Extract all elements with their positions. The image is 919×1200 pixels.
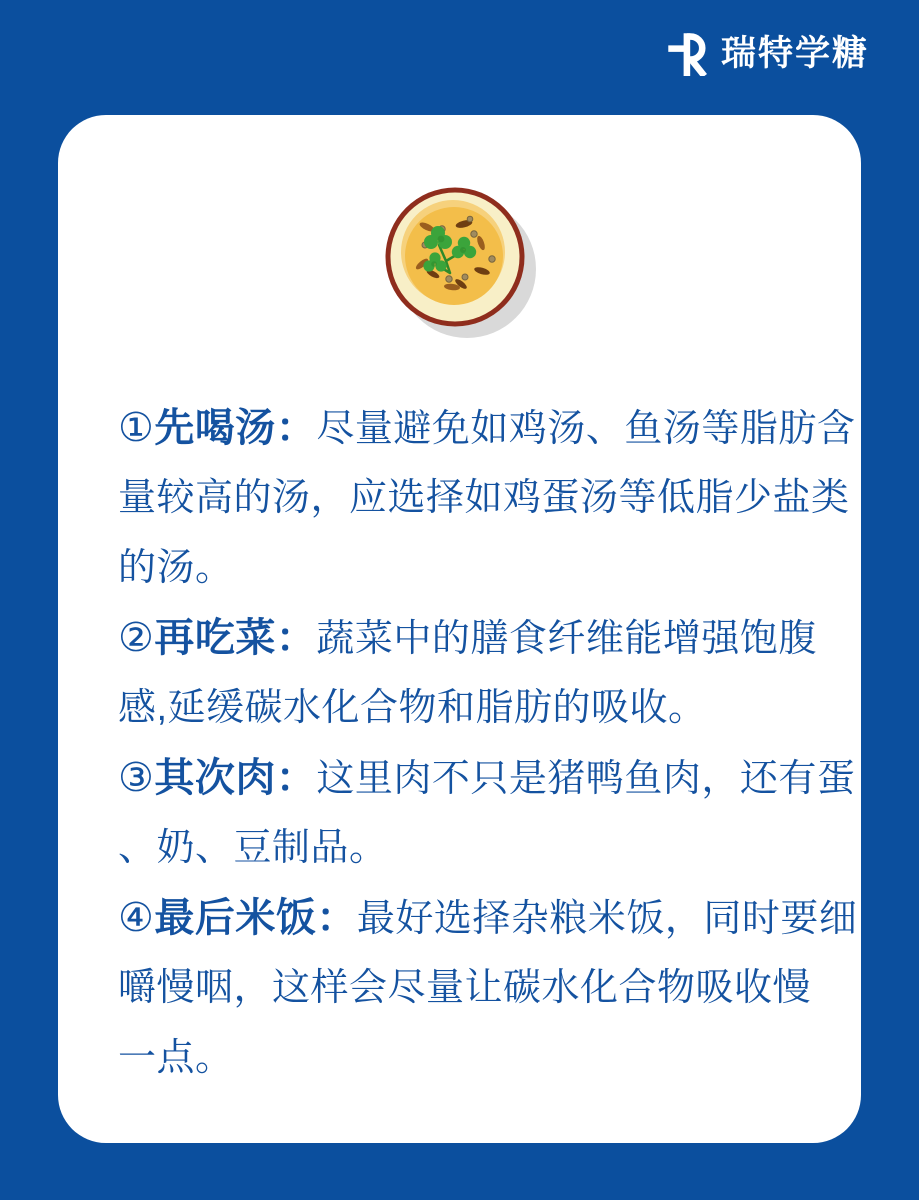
section-text: 尽量避免如鸡汤、鱼汤等脂肪含 [316, 408, 856, 450]
section-number: ① [118, 406, 155, 450]
section-text: 蔬菜中的膳食纤维能增强饱腹 [316, 618, 817, 660]
section-text: 这里肉不只是猪鸭鱼肉，还有蛋 [316, 758, 856, 800]
content-card [58, 115, 861, 1143]
r-logo-icon [668, 30, 708, 76]
section-number: ④ [118, 896, 155, 940]
text-line: 的汤。 [118, 547, 234, 589]
brand-logo-text: 瑞特学糖 [720, 33, 869, 73]
brand-header [668, 30, 869, 76]
text-line: 量较高的汤，应选择如鸡蛋汤等低脂少盐类 [118, 477, 850, 519]
eating-order-section [118, 743, 856, 883]
eating-order-list [118, 393, 858, 1093]
text-line: 嚼慢咽，这样会尽量让碳水化合物吸收慢 [118, 967, 812, 1009]
section-title: 再吃菜： [154, 616, 317, 660]
text-line: 一点。 [118, 1037, 234, 1079]
eating-order-section [118, 883, 858, 1093]
text-line [118, 883, 858, 953]
eating-order-section [118, 393, 856, 603]
eating-order-section [118, 603, 818, 743]
section-title: 先喝汤： [154, 406, 317, 450]
section-title: 最后米饭： [154, 896, 357, 940]
section-number: ② [118, 616, 155, 660]
text-line [118, 603, 818, 673]
text-line [118, 393, 856, 463]
section-number: ③ [118, 756, 155, 800]
section-title: 其次肉： [154, 756, 317, 800]
text-line: 感,延缓碳水化合物和脂肪的吸收。 [118, 687, 707, 729]
text-line: 、奶、豆制品。 [118, 827, 388, 869]
text-line [118, 743, 856, 813]
section-text: 最好选择杂粮米饭，同时要细 [356, 898, 858, 940]
soup-bowl-illustration [375, 181, 545, 356]
